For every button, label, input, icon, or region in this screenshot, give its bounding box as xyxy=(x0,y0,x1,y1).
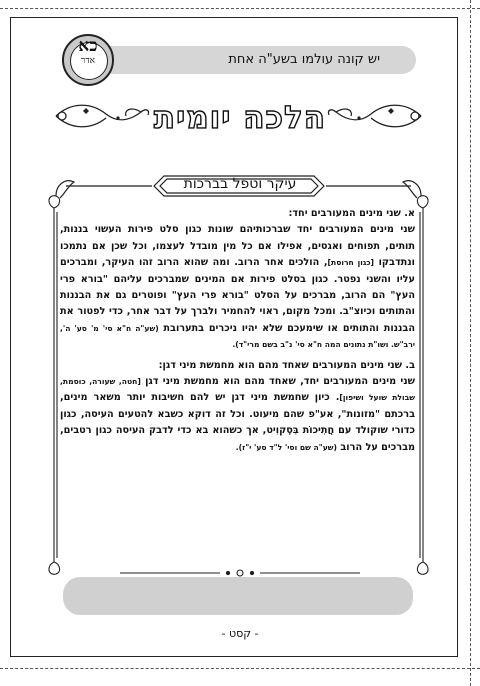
section-a-body: שני מינים המעורבים יחד שברכותיהם שונות כגון סלט פירות העשוי בננות, תותים, תפוחים ואגסים, אפילו אם כל מין מובדל לעצמו, וכל שכן אם נתמכו ונתדבקו xyxy=(60,224,415,269)
header-title: יש קונה עולמו בשע"ה אחת xyxy=(228,52,380,67)
section-a-bracket-note: [כגון חרוסת] xyxy=(327,258,374,268)
section-b-body: שני מינים המעורבים יחד, שאחד מהם הוא מחמשת מיני דגן xyxy=(145,376,416,388)
section-a-heading: א. שני מינים המעורבים יחד: xyxy=(288,208,415,219)
section-a-source: (שע"ה ח"א סי' מ' סע' ה', ירב"ש. ושו"ת נתונים המה ח"א סי' נ"ב בשם מרי"ד). xyxy=(60,323,415,350)
page-number: - קסט - xyxy=(221,627,259,640)
footer-banner xyxy=(63,577,413,615)
section-a-paragraph xyxy=(60,222,415,353)
halacha-content xyxy=(60,206,415,456)
section-a-body-continued: , הולכים אחר הרוב. ומה שהוא הרוב זהו העיקר, ומברכים עליו והשני נפטר. כגון בסלט פירות אם המינים שמברכים עליהם "בורא פרי העץ" הם הרוב, מברכים על הסלט "בורא פרי העץ" ופוטרים גם את הבננות והתותים וכיוצ"ב. ומכל מקום, ראוי להחמיר ולברך על דבר אחר, כדי לפטור את הבננות והתותים או שימעכם שלא יהיו ניכרים בתערובת xyxy=(60,257,415,334)
main-title: הלכה יומית xyxy=(153,100,327,136)
date-badge xyxy=(62,34,114,86)
section-b-paragraph xyxy=(60,374,415,456)
date-day: כא xyxy=(78,36,98,56)
cut-line-right xyxy=(470,0,471,686)
header-banner xyxy=(86,46,416,74)
section-b-bracket-note: [חטה, שעורה, כוסמת, שבולת שועל ושיפון] xyxy=(60,377,415,403)
date-month: אדר xyxy=(80,56,96,66)
section-b-body-continued: . כיון שחמשת מיני דגן יש להם חשיבות יותר משאר מינים, ברכתם "מזונות", אע"פ שהם מיעוט. וכל זה דוקא כשבא להטעים העיסה, כגון כדורי שוקולד עם חֲתִיכוֹת בִּסְקוִיט, אך כשהוא בא כדי לדבק העיסה כגון רטבים, מברכים על הרוב xyxy=(60,392,415,453)
subtitle: עיקר וטפל בברכות xyxy=(183,176,297,192)
section-b-heading: ב. שני מינים המעורבים שאחד מהם הוא מחמשת מיני דגן: xyxy=(158,359,415,371)
section-b-source: (שע"ה שם וסי' ל"ד סע' י"ז). xyxy=(235,442,337,452)
cut-line-bottom xyxy=(0,668,480,669)
cut-line-top xyxy=(0,8,480,9)
